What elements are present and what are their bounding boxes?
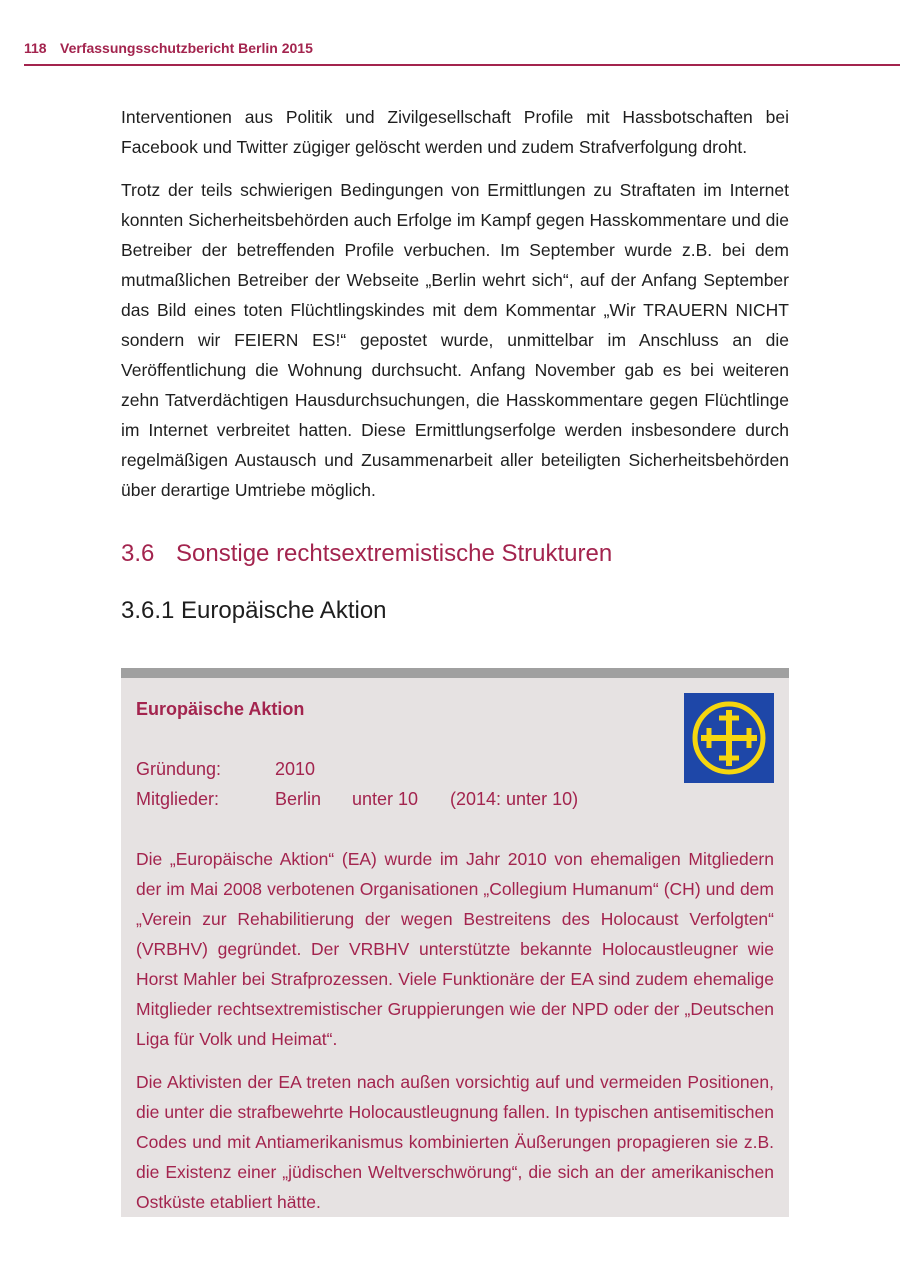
subsection-heading: 3.6.1 Europäische Aktion [121,597,387,624]
members-label: Mitglieder: [136,789,220,809]
page-number: 118 [24,40,47,56]
infobox-paragraph-1: Die „Europäische Aktion“ (EA) wurde im Jahr 2010 von ehemaligen Mitgliedern der im Mai 2008 verbotenen Organisationen „Collegium Humanum“ (CH) und dem „Verein zur Rehabilitierung der wegen Bestreitens des Holocaust Verfolgten“ (VRBHV) gegründet. Der VRBHV unterstützte bekannte Holocaustleugner wie Horst Mahler bei Strafprozessen. Viele Funktionäre der EA sind zudem ehemalige Mitglieder rechtsextremistischer Gruppierungen wie der NPD oder der „Deutschen Liga für Volk und Heimat“. [136,849,774,1049]
members-count: unter 10 [352,789,419,809]
section-heading [121,538,789,570]
page-header [24,40,900,66]
infobox-title: Europäische Aktion [136,699,305,719]
body-paragraph-1: Interventionen aus Politik und Zivilgesellschaft Profile mit Hassbotschaften bei Facebook und Twitter zügiger gelöscht werden und zudem Strafverfolgung droht. [121,107,789,157]
running-title: Verfassungsschutzbericht Berlin 2015 [60,40,313,56]
founding-row [136,754,774,784]
founding-value: 2010 [275,759,316,779]
founding-label: Gründung: [136,759,222,779]
infobox-content [136,694,774,1230]
organization-infobox [121,668,789,1217]
members-location: Berlin [275,789,322,809]
section-number: 3.6 [121,540,155,567]
members-row [136,784,774,814]
members-previous: (2014: unter 10) [450,789,579,809]
infobox-paragraph-2: Die Aktivisten der EA treten nach außen vorsichtig auf und vermeiden Positionen, die unter die strafbewehrte Holocaustleugnung fallen. In typischen antisemitischen Codes und mit Antiamerikanismus kombinierten Äußerungen propagieren sie z.B. die Existenz einer „jüdischen Weltverschwörung“, die sich an der amerikanischen Ostküste etabliert hätte. [136,1072,774,1212]
main-content [121,102,789,627]
body-paragraph-2: Trotz der teils schwierigen Bedingungen von Ermittlungen zu Straftaten im Internet konnten Sicherheitsbehörden auch Erfolge im Kampf gegen Hasskommentare und die Betreiber der betreffenden Profile verbuchen. Im September wurde z.B. bei dem mutmaßlichen Betreiber der Webseite „Berlin wehrt sich“, auf der Anfang September das Bild eines toten Flüchtlingskindes mit dem Kommentar „Wir TRAUERN NICHT sondern wir FEIERN ES!“ gepostet wurde, unmittelbar im Anschluss an die Veröffentlichung die Wohnung durchsucht. Anfang November gab es bei weiteren zehn Tatverdächtigen Hausdurchsuchungen, die Hasskommentare gegen Flüchtlinge im Internet verbreitet hatten. Diese Ermittlungserfolge werden insbesondere durch regelmäßigen Austausch und Zusammenarbeit aller beteiligten Sicherheitsbehörden über derartige Umtriebe möglich. [121,180,789,500]
section-title: Sonstige rechtsextremistische Strukturen [176,540,613,567]
